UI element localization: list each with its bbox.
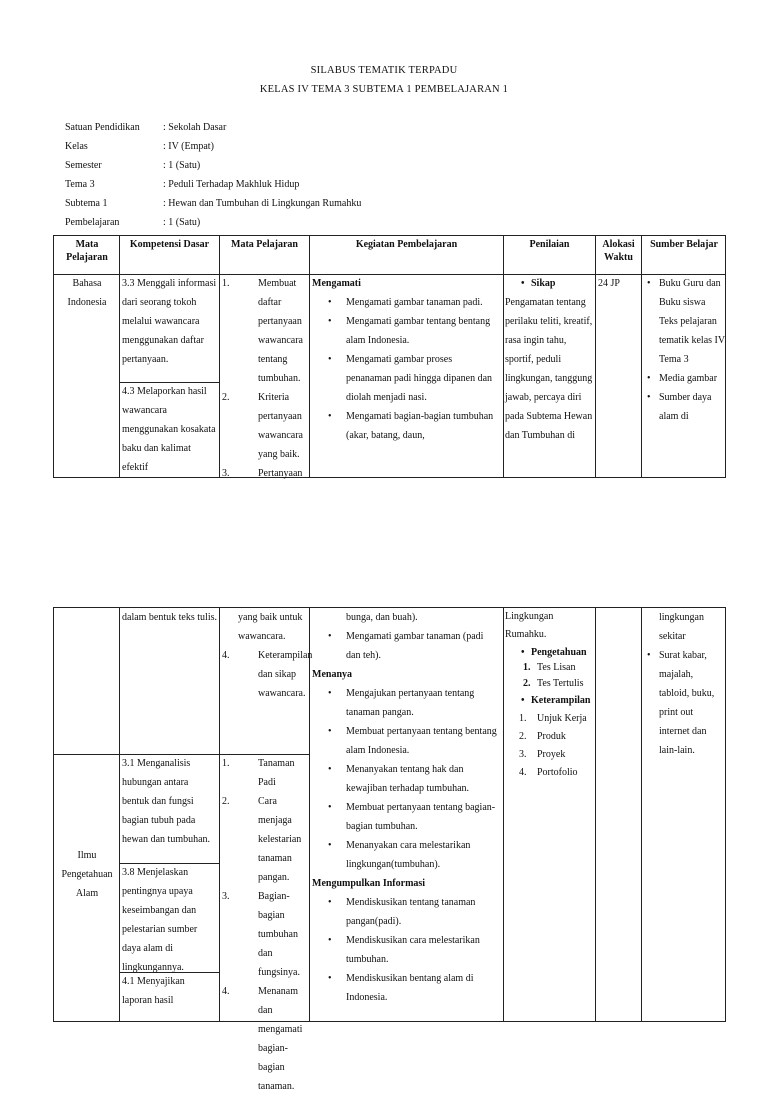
meta-key: Satuan Pendidikan <box>65 122 140 133</box>
materi-item: 1. Membuat daftar pertanyaan wawancara tentang tumbuhan. <box>222 278 303 384</box>
kegiatan-continuation-text: bunga, dan buah). <box>346 612 418 623</box>
meta-key: Subtema 1 <box>65 198 108 209</box>
penilaian-continuation <box>505 608 593 1020</box>
kegiatan-item: • Membuat pertanyaan tentang bagian-bagian tumbuhan. <box>312 798 500 836</box>
kegiatan-item: • Mengamati gambar tentang bentang alam Indonesia. <box>312 312 500 350</box>
header-alokasi: Alokasi Waktu <box>602 239 635 263</box>
header-mata-pelajaran: Mata Pelajaran <box>66 239 108 263</box>
kegiatan-item: • Menanyakan tentang hak dan kewajiban terhadap tumbuhan. <box>312 760 500 798</box>
document-title: SILABUS TEMATIK TERPADU <box>310 65 458 76</box>
penilaian-item: 1. Tes Lisan <box>523 662 576 673</box>
materi-item: 4. Keterampilan dan sikap wawancara. <box>222 650 313 699</box>
materi-item: 2. Cara menjaga kelestarian tanaman pangan. <box>222 796 302 883</box>
header-kegiatan: Kegiatan Pembelajaran <box>355 239 458 250</box>
column-divider <box>503 608 504 1021</box>
materi-item: 4. Menanam dan mengamati bagian-bagian tanaman. <box>222 986 303 1092</box>
penilaian-item: 1. Unjuk Kerja <box>519 713 587 724</box>
meta-value: : Sekolah Dasar <box>163 122 227 133</box>
kegiatan-cell <box>312 274 500 478</box>
kegiatan-heading-mengumpulkan: Mengumpulkan Informasi <box>312 878 426 889</box>
materi-ipa-list <box>220 754 307 1092</box>
kd-3-8: 3.8 Menjelaskan pentingnya upaya keseimbangan dan pelestarian sumber daya alam di lingkungannya. <box>122 867 198 973</box>
document-subtitle: KELAS IV TEMA 3 SUBTEMA 1 PEMBELAJARAN 1 <box>259 84 509 95</box>
materi-continuation <box>220 608 313 754</box>
penilaian-item: 2. Tes Tertulis <box>523 678 584 689</box>
column-divider <box>641 236 642 477</box>
kegiatan-heading-menanya: Menanya <box>312 669 352 680</box>
sumber-continuation <box>643 608 725 1020</box>
kegiatan-item: • Mengajukan pertanyaan tentang tanaman pangan. <box>312 684 500 722</box>
penilaian-item: 2. Produk <box>519 731 566 742</box>
kegiatan-heading-mengamati: Mengamati <box>312 278 361 289</box>
penilaian-cell <box>505 274 593 478</box>
kegiatan-item: • Mengamati gambar proses penanaman padi hingga dipanen dan diolah menjadi nasi. <box>312 350 500 407</box>
column-divider <box>309 236 310 477</box>
alokasi-waktu: 24 JP <box>598 278 620 289</box>
column-divider <box>641 608 642 1021</box>
header-kompetensi-dasar: Kompetensi Dasar <box>129 239 210 250</box>
kegiatan-item: • Mengamati gambar tanaman (padi dan teh). <box>312 627 500 665</box>
meta-value: : 1 (Satu) <box>163 217 201 228</box>
penilaian-text: Pengamatan tentang perilaku teliti, kreatif, rasa ingin tahu, sportif, peduli lingkungan, tanggung jawab, percaya diri pada Subtema Hewan dan Tumbuhan di <box>505 297 593 441</box>
sumber-item: • Media gambar <box>643 369 725 388</box>
kegiatan-item: • Menanyakan cara melestarikan lingkungan(tumbuhan). <box>312 836 500 874</box>
penilaian-continuation-text: Lingkungan Rumahku. <box>505 611 554 640</box>
meta-value: : 1 (Satu) <box>163 160 201 171</box>
materi-item: 3. Bagian-bagian tumbuhan dan fungsinya. <box>222 891 300 978</box>
kegiatan-item: • Membuat pertanyaan tentang bentang alam Indonesia. <box>312 722 500 760</box>
sumber-item: • Buku Guru dan Buku siswa Teks pelajaran tematik kelas IV Tema 3 <box>643 274 725 369</box>
kd-3-3: 3.3 Menggali informasi dari seorang tokoh melalui wawancara menggunakan daftar pertanyaan. <box>122 278 217 365</box>
kd-4-3: 4.3 Melaporkan hasil wawancara menggunakan kosakata baku dan kalimat efektif <box>122 386 216 473</box>
meta-value: : Hewan dan Tumbuhan di Lingkungan Rumahku <box>163 198 362 209</box>
materi-item: 1. Tanaman Padi <box>222 758 295 788</box>
penilaian-heading-pengetahuan: • Pengetahuan <box>505 644 593 662</box>
subject-ilmu-pengetahuan-alam: Ilmu Pengetahuan Alam <box>61 850 113 899</box>
meta-key: Semester <box>65 160 102 171</box>
column-divider <box>119 608 120 1021</box>
kegiatan-item: • Mendiskusikan bentang alam di Indonesia. <box>312 969 500 1007</box>
kegiatan-item: • Mengamati gambar tanaman padi. <box>312 293 500 312</box>
header-materi: Mata Pelajaran <box>231 239 298 250</box>
sumber-item: • Surat kabar, majalah, tabloid, buku, print out internet dan lain-lain. <box>643 646 725 760</box>
materi-item: 3. Pertanyaan <box>222 468 303 479</box>
kegiatan-item: • Mengamati bagian-bagian tumbuhan (akar, batang, daun, <box>312 407 500 445</box>
meta-value: : Peduli Terhadap Makhluk Hidup <box>163 179 300 190</box>
column-divider <box>595 236 596 477</box>
column-divider <box>503 236 504 477</box>
meta-value: : IV (Empat) <box>163 141 214 152</box>
penilaian-heading-sikap: • Sikap <box>505 274 593 293</box>
column-divider <box>309 608 310 1021</box>
meta-key: Tema 3 <box>65 179 95 190</box>
syllabus-table-page2 <box>53 607 726 1092</box>
materi-continuation-text: yang baik untuk wawancara. <box>238 612 303 642</box>
syllabus-table-page1 <box>53 235 726 478</box>
column-divider <box>119 236 120 477</box>
meta-key: Kelas <box>65 141 88 152</box>
header-sumber: Sumber Belajar <box>650 239 718 250</box>
sumber-continuation-text: lingkungan sekitar <box>659 612 704 642</box>
kd-4-1: 4.1 Menyajikan laporan hasil <box>122 976 185 1006</box>
kd-3-1: 3.1 Menganalisis hubungan antara bentuk dan fungsi bagian tubuh pada hewan dan tumbuhan. <box>122 758 211 845</box>
materi-item: 2. Kriteria pertanyaan wawancara yang baik. <box>222 392 303 460</box>
penilaian-item: 4. Portofolio <box>519 767 578 778</box>
penilaian-heading-keterampilan: • Keterampilan <box>505 692 593 710</box>
kd-continuation: dalam bentuk teks tulis. <box>122 612 217 623</box>
penilaian-item: 3. Proyek <box>519 749 566 760</box>
sumber-cell <box>643 274 725 478</box>
kegiatan-item: • Mendiskusikan cara melestarikan tumbuhan. <box>312 931 500 969</box>
header-penilaian: Penilaian <box>529 239 570 250</box>
kegiatan-item: • Mendiskusikan tentang tanaman pangan(padi). <box>312 893 500 931</box>
kegiatan-continuation <box>312 608 500 1020</box>
column-divider <box>595 608 596 1021</box>
materi-list <box>220 274 307 478</box>
sumber-item: • Sumber daya alam di <box>643 388 725 426</box>
subject-bahasa-indonesia: Bahasa Indonesia <box>67 278 107 308</box>
meta-key: Pembelajaran <box>65 217 120 228</box>
